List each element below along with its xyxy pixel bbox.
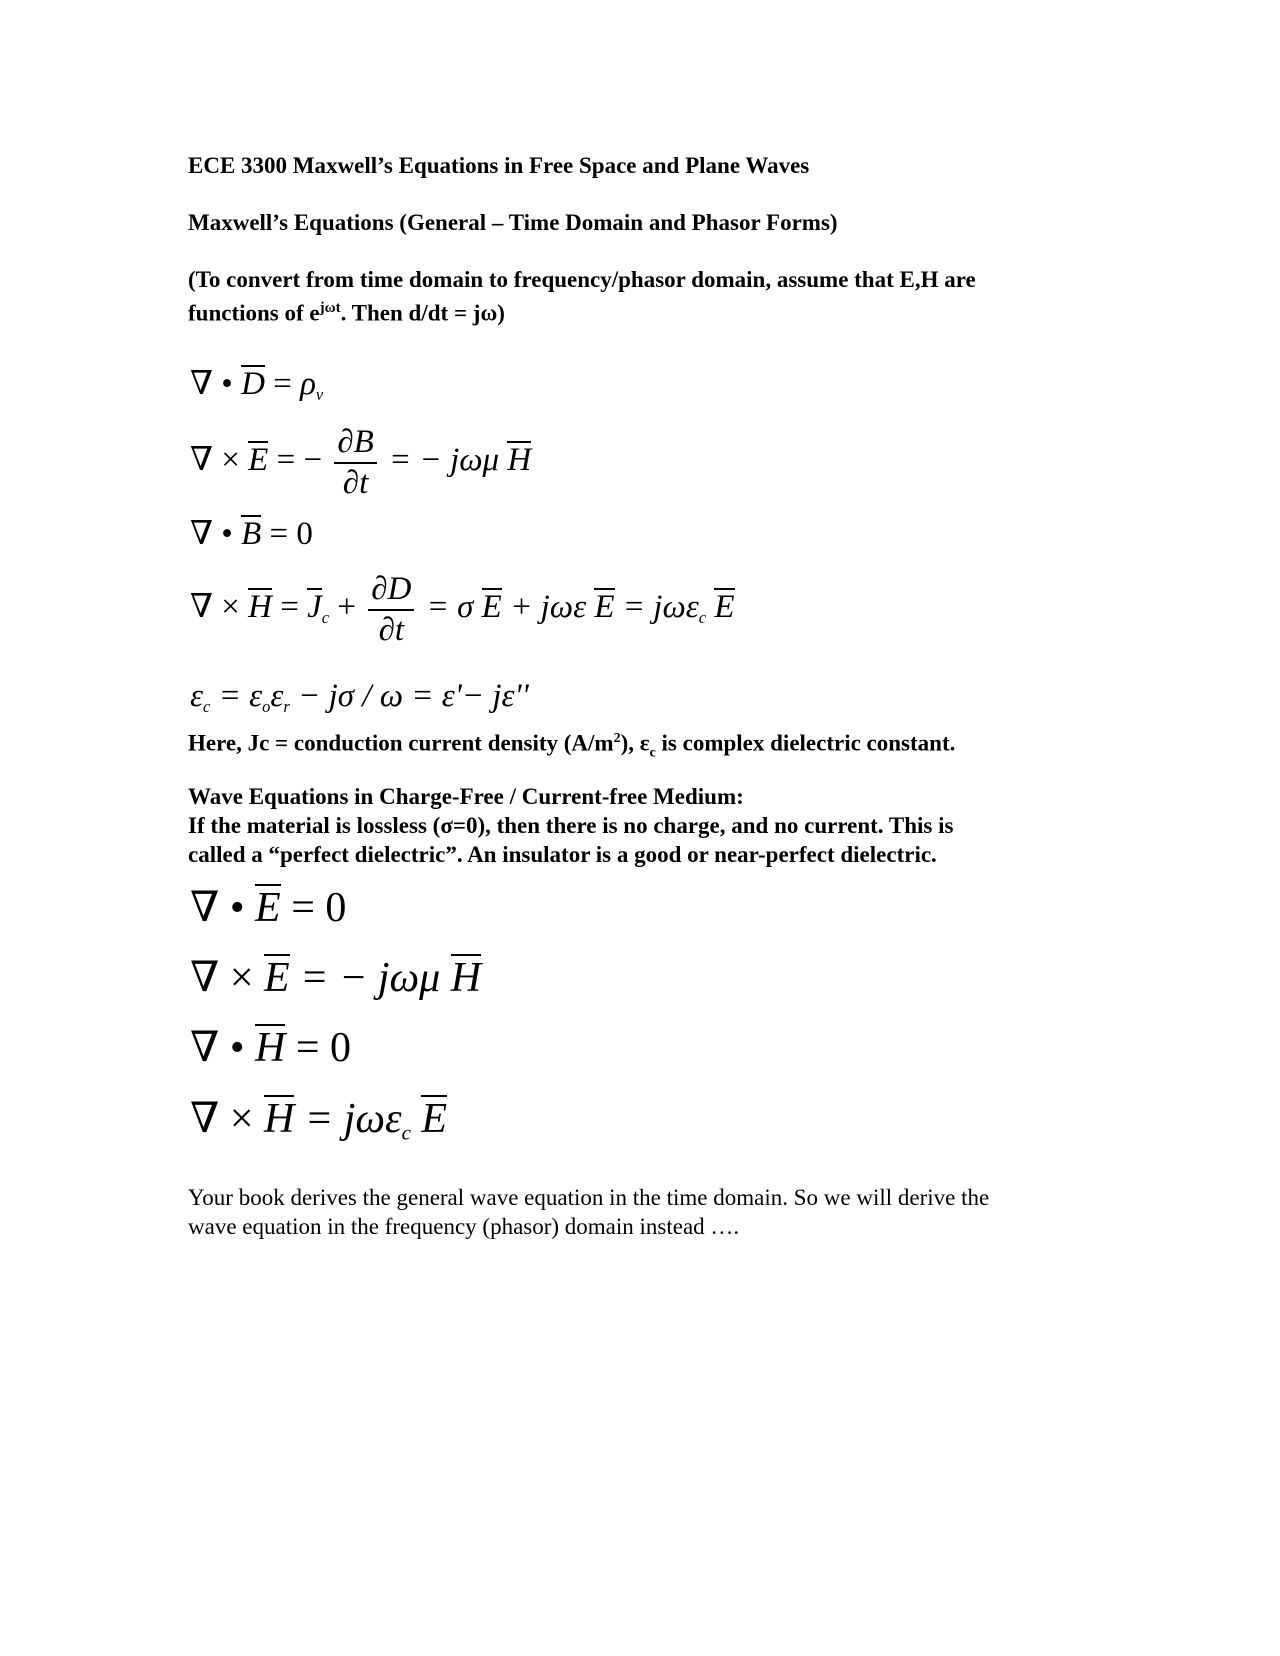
denominator: ∂t [342,464,369,501]
field-h-vector: H [255,1025,286,1071]
closing-line2: wave equation in the frequency (phasor) domain instead …. [188,1214,740,1239]
rhs-expression: = − jωμ [389,442,500,479]
rhs-zero: = 0 [295,1025,352,1071]
divergence-operator: ∇ • [190,885,245,931]
equation-div-e [190,884,346,929]
field-e-vector: E [255,885,281,931]
divergence-operator: ∇ • [190,516,233,552]
convert-note-line1: (To convert from time domain to frequency/phasor domain, assume that E,H are [188,267,976,292]
equation-gauss-magnetic [190,515,313,551]
equation-curl-h [190,1095,447,1143]
plus-sign: + [337,589,356,626]
wave-section-heading: Wave Equations in Charge-Free / Current-free Medium: [188,784,744,809]
here-note [188,724,955,767]
equals-minus: = − [276,442,323,479]
complex-eps-term: = jωε [622,589,699,626]
convert-note-exponent: jωt [319,300,341,316]
curl-operator: ∇ × [190,589,240,626]
current-density-vector: J [307,589,322,626]
subscript-o: o [262,696,271,716]
divergence-operator: ∇ • [190,1025,245,1071]
rhs-expression: = jωε [304,1096,402,1142]
equals-sign: = [273,366,292,402]
subscript-v: v [315,384,324,404]
field-b-vector: B [241,516,262,552]
field-h-vector: H [450,955,482,1001]
superscript-2: 2 [613,731,621,746]
field-e-vector: E [594,589,615,626]
field-e-vector: E [264,955,290,1001]
numerator: ∂B [334,425,376,464]
page-title: ECE 3300 Maxwell’s Equations in Free Space and Plane Waves [188,153,810,178]
convert-note-post: . Then d/dt = jω) [340,300,505,326]
field-h-vector: H [264,1096,295,1142]
field-e-vector: E [714,589,735,626]
fraction-dd-dt [368,572,414,647]
here-note-pre: Here, Jc = conduction current density (A/m [188,730,614,756]
subscript-c: c [203,696,211,716]
subscript-c: c [321,607,330,627]
equation-gauss-electric [190,365,323,403]
field-h-vector: H [507,442,532,479]
field-e-vector: E [421,1096,448,1142]
rhs-zero: = 0 [291,885,347,931]
subscript-r: r [283,696,290,716]
convert-note-pre: functions of e [188,300,320,326]
subscript-c: c [649,745,656,761]
field-e-vector: E [481,589,502,626]
charge-density-symbol: ρ [300,366,316,402]
equals-epsilon: = ε [218,678,263,714]
here-note-mid: ), ε [620,730,650,756]
fraction-db-dt [334,425,376,500]
subscript-c: c [401,1120,411,1145]
rhs-zero: = 0 [269,516,313,552]
subscript-c: c [698,607,707,627]
permittivity-rest: − jσ / ω = ε'− jε'' [298,678,529,714]
section-heading-general: Maxwell’s Equations (General – Time Domain and Phasor Forms) [188,210,838,235]
curl-operator: ∇ × [190,955,254,1001]
numerator: ∂D [368,572,414,611]
sigma-term: = σ [426,589,474,626]
divergence-operator: ∇ • [190,366,233,402]
displacement-term: + jωε [510,589,587,626]
closing-line1: Your book derives the general wave equation in the time domain. So we will derive the [188,1185,990,1210]
equation-faraday [190,425,531,500]
epsilon-symbol: ε [270,678,284,714]
field-h-vector: H [248,589,272,626]
convert-note-line2 [188,294,505,328]
here-note-post: is complex dielectric constant. [655,730,956,756]
denominator: ∂t [378,611,405,648]
wave-section-line2: called a “perfect dielectric”. An insulator is a good or near-perfect dielectric. [188,842,937,867]
field-e-vector: E [248,442,269,479]
equation-div-h [190,1024,351,1069]
equation-curl-e [190,954,481,999]
epsilon-symbol: ε [190,678,204,714]
curl-operator: ∇ × [190,442,240,479]
equation-ampere [190,572,735,647]
wave-section-line1: If the material is lossless (σ=0), then there is no charge, and no current. This is [188,813,954,838]
curl-operator: ∇ × [190,1096,254,1142]
equation-complex-permittivity [190,680,529,715]
rhs-expression: = − jωμ [300,955,441,1001]
equals-sign: = [280,589,299,626]
field-d-vector: D [241,366,265,402]
